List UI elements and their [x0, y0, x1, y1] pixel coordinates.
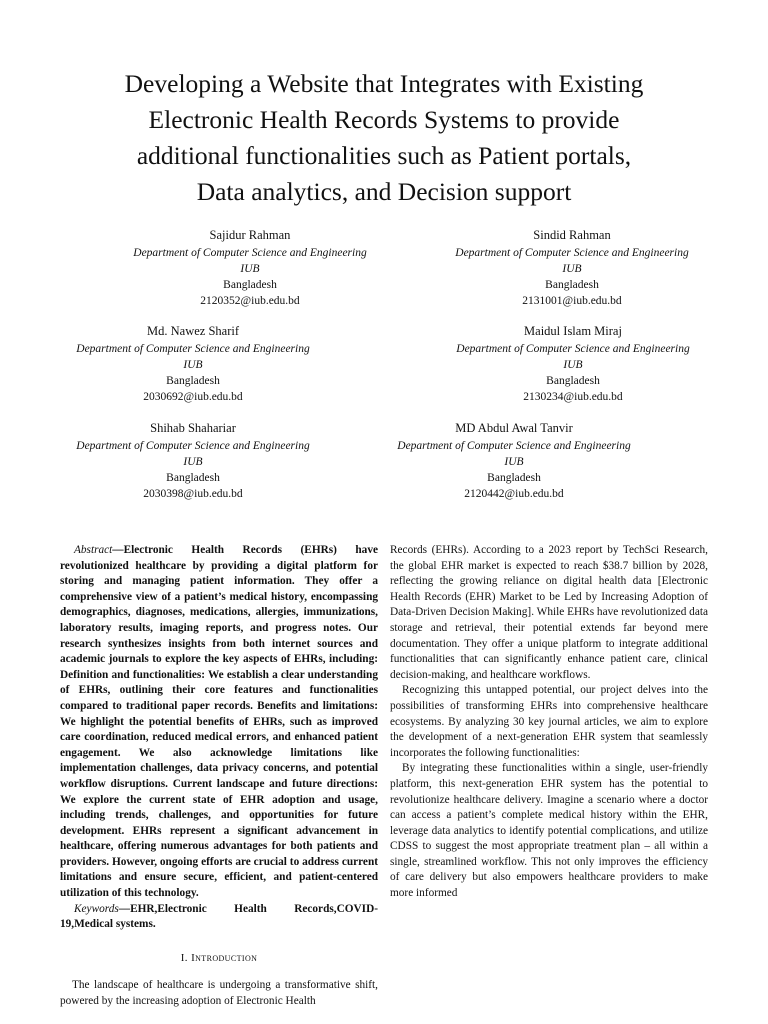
author-email: 2130234@iub.edu.bd — [523, 391, 623, 403]
abstract-label: Abstract — [74, 544, 113, 556]
title-line: Electronic Health Records Systems to provide — [148, 105, 620, 134]
author-name: Shihab Shahariar — [150, 421, 236, 435]
author-organization: IUB — [504, 456, 524, 468]
author-department: Department of Computer Science and Engineering — [133, 247, 367, 259]
author-country: Bangladesh — [487, 472, 541, 484]
author-email: 2120442@iub.edu.bd — [464, 488, 564, 500]
abstract-text: —Electronic Health Records (EHRs) have revolutionized healthcare by providing a digital platform for storing and managing patient information. They offer a comprehensive view of a patient’s medical history, encompassing demographics, diagnoses, medications, allergies, immunizations, laboratory results, imaging reports, and progress notes. Our research synthesizes insights from both internet sources and academic journals to explore the key aspects of EHRs, including: Definition and functionalities: We establish a clear understanding of EHRs, outlining their core features and functionalities compared to traditional paper records. Benefits and limitations: We highlight the potential benefits of EHRs, such as improved care coordination, reduced medical errors, and enhanced patient engagement. We also acknowledge limitations like implementation challenges, data privacy concerns, and potential workflow disruptions. Current landscape and future directions: We explore the current state of EHR adoption and usage, including trends, challenges, and opportunities for future development. EHRs represent a significant advancement in healthcare, offering numerous advantages for both patients and providers. However, ongoing efforts are crucial to address current limitations and ensure secure, efficient, and patient-centered utilization of this technology. — [60, 544, 378, 900]
author-block — [349, 419, 679, 502]
author-organization: IUB — [183, 359, 203, 371]
keywords — [60, 902, 378, 933]
section-title: Introduction — [191, 951, 258, 964]
author-department: Department of Computer Science and Engineering — [76, 343, 310, 355]
author-organization: IUB — [183, 456, 203, 468]
author-country: Bangladesh — [166, 472, 220, 484]
paragraph: Recognizing this untapped potential, our project delves into the possibilities of transforming EHRs into comprehensive healthcare ecosystems. By analyzing 30 key journal articles, we aim to explore the development of a next-generation EHR system that seamlessly incorporates the following functionalities: — [390, 684, 708, 759]
author-name: Sajidur Rahman — [209, 228, 291, 242]
author-department: Department of Computer Science and Engineering — [455, 247, 689, 259]
author-name: Sindid Rahman — [533, 228, 611, 242]
author-organization: IUB — [240, 263, 260, 275]
author-organization: IUB — [563, 359, 583, 371]
title-line: Developing a Website that Integrates with Existing — [124, 69, 644, 98]
author-email: 2120352@iub.edu.bd — [200, 295, 300, 307]
author-department: Department of Computer Science and Engineering — [397, 440, 631, 452]
title-line: Data analytics, and Decision support — [196, 177, 572, 206]
section-number: I. — [180, 951, 188, 964]
right-column — [390, 543, 708, 902]
author-block — [86, 226, 414, 309]
paragraph: The landscape of healthcare is undergoing a transformative shift, powered by the increasing adoption of Electronic Health — [60, 979, 378, 1008]
author-email: 2030692@iub.edu.bd — [143, 391, 243, 403]
abstract — [60, 543, 378, 902]
section-heading — [60, 951, 378, 967]
author-country: Bangladesh — [546, 375, 600, 387]
author-block — [28, 322, 358, 405]
author-block — [28, 419, 358, 502]
author-country: Bangladesh — [166, 375, 220, 387]
keywords-label: Keywords — [74, 902, 119, 915]
author-organization: IUB — [562, 263, 582, 275]
author-block — [408, 226, 736, 309]
author-name: MD Abdul Awal Tanvir — [455, 421, 573, 435]
paper-title — [40, 66, 728, 210]
paragraph: Records (EHRs). According to a 2023 report by TechSci Research, the global EHR market is expected to reach $38.7 billion by 2028, reflecting the growing reliance on digital health data [Electronic Health Records (EHR) Market to be Led by Increasing Adoption of Data-Driven Decision Making]. While EHRs have revolutionized data storage and retrieval, their potential extends far beyond mere documentation. They offer a unique platform to integrate additional functionalities that can significantly enhance patient care, clinical decision-making, and healthcare workflows. — [390, 544, 708, 681]
author-email: 2131001@iub.edu.bd — [522, 295, 622, 307]
paragraph: By integrating these functionalities within a single, user-friendly platform, this next-generation EHR system has the potential to revolutionize healthcare delivery. Imagine a scenario where a doctor can access a patient’s complete medical history within the EHR, leverage data analytics to identify potential complications, and utilize CDSS to suggest the most appropriate treatment plan – all within a single, streamlined workflow. This not only improves the efficiency of care delivery but also empowers healthcare providers to make more informed — [390, 762, 708, 900]
author-country: Bangladesh — [545, 279, 599, 291]
left-column — [60, 543, 378, 1010]
title-line: additional functionalities such as Patient portals, — [136, 141, 632, 170]
author-email: 2030398@iub.edu.bd — [143, 488, 243, 500]
author-name: Md. Nawez Sharif — [147, 324, 239, 338]
author-department: Department of Computer Science and Engineering — [76, 440, 310, 452]
keywords-text: —EHR,Electronic Health Records,COVID-19,Medical systems. — [60, 902, 378, 931]
author-block — [408, 322, 738, 405]
author-department: Department of Computer Science and Engineering — [456, 343, 690, 355]
author-country: Bangladesh — [223, 279, 277, 291]
author-name: Maidul Islam Miraj — [524, 324, 622, 338]
